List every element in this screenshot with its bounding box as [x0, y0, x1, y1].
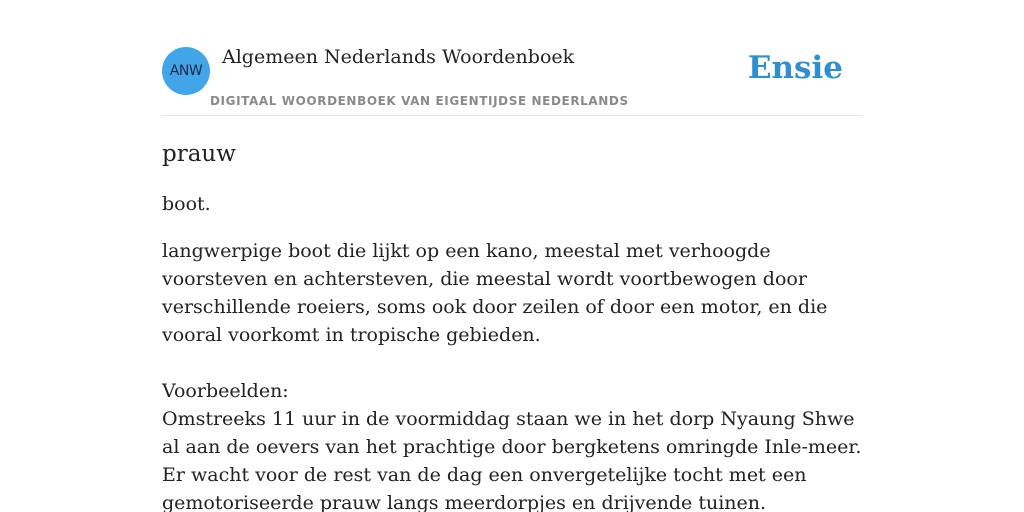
definition-text: langwerpige boot die lijkt op een kano, meestal met verhoogde voorsteven en achtersteven, die meestal wordt voortbewogen door verschillende roeiers, soms ook door zeilen of door een motor, en die vooral voorkomt in tropische gebieden. — [162, 240, 828, 346]
examples-label: Voorbeelden: — [162, 380, 289, 402]
anw-logo[interactable]: ANW — [162, 47, 210, 95]
site-title[interactable]: Algemeen Nederlands Woordenboek — [222, 46, 575, 68]
example-text: Omstreeks 11 uur in de voormiddag staan we in het dorp Nyaung Shwe al aan de oevers van het prachtige door bergketens omringde Inle-meer. Er wacht voor de rest van de dag een onvergetelijke tocht met een gemotoriseerde prauw langs meerdorpjes en drijvende tuinen. — [162, 408, 862, 512]
ensie-brand-logo[interactable]: Ensie — [747, 50, 843, 86]
entry-content — [162, 138, 862, 512]
site-header — [162, 40, 862, 116]
site-subtitle: DIGITAAL WOORDENBOEK VAN EIGENTIJDSE NEDERLANDS — [210, 94, 629, 108]
short-definition: boot. — [162, 193, 211, 215]
entry-headword: prauw — [162, 141, 236, 167]
